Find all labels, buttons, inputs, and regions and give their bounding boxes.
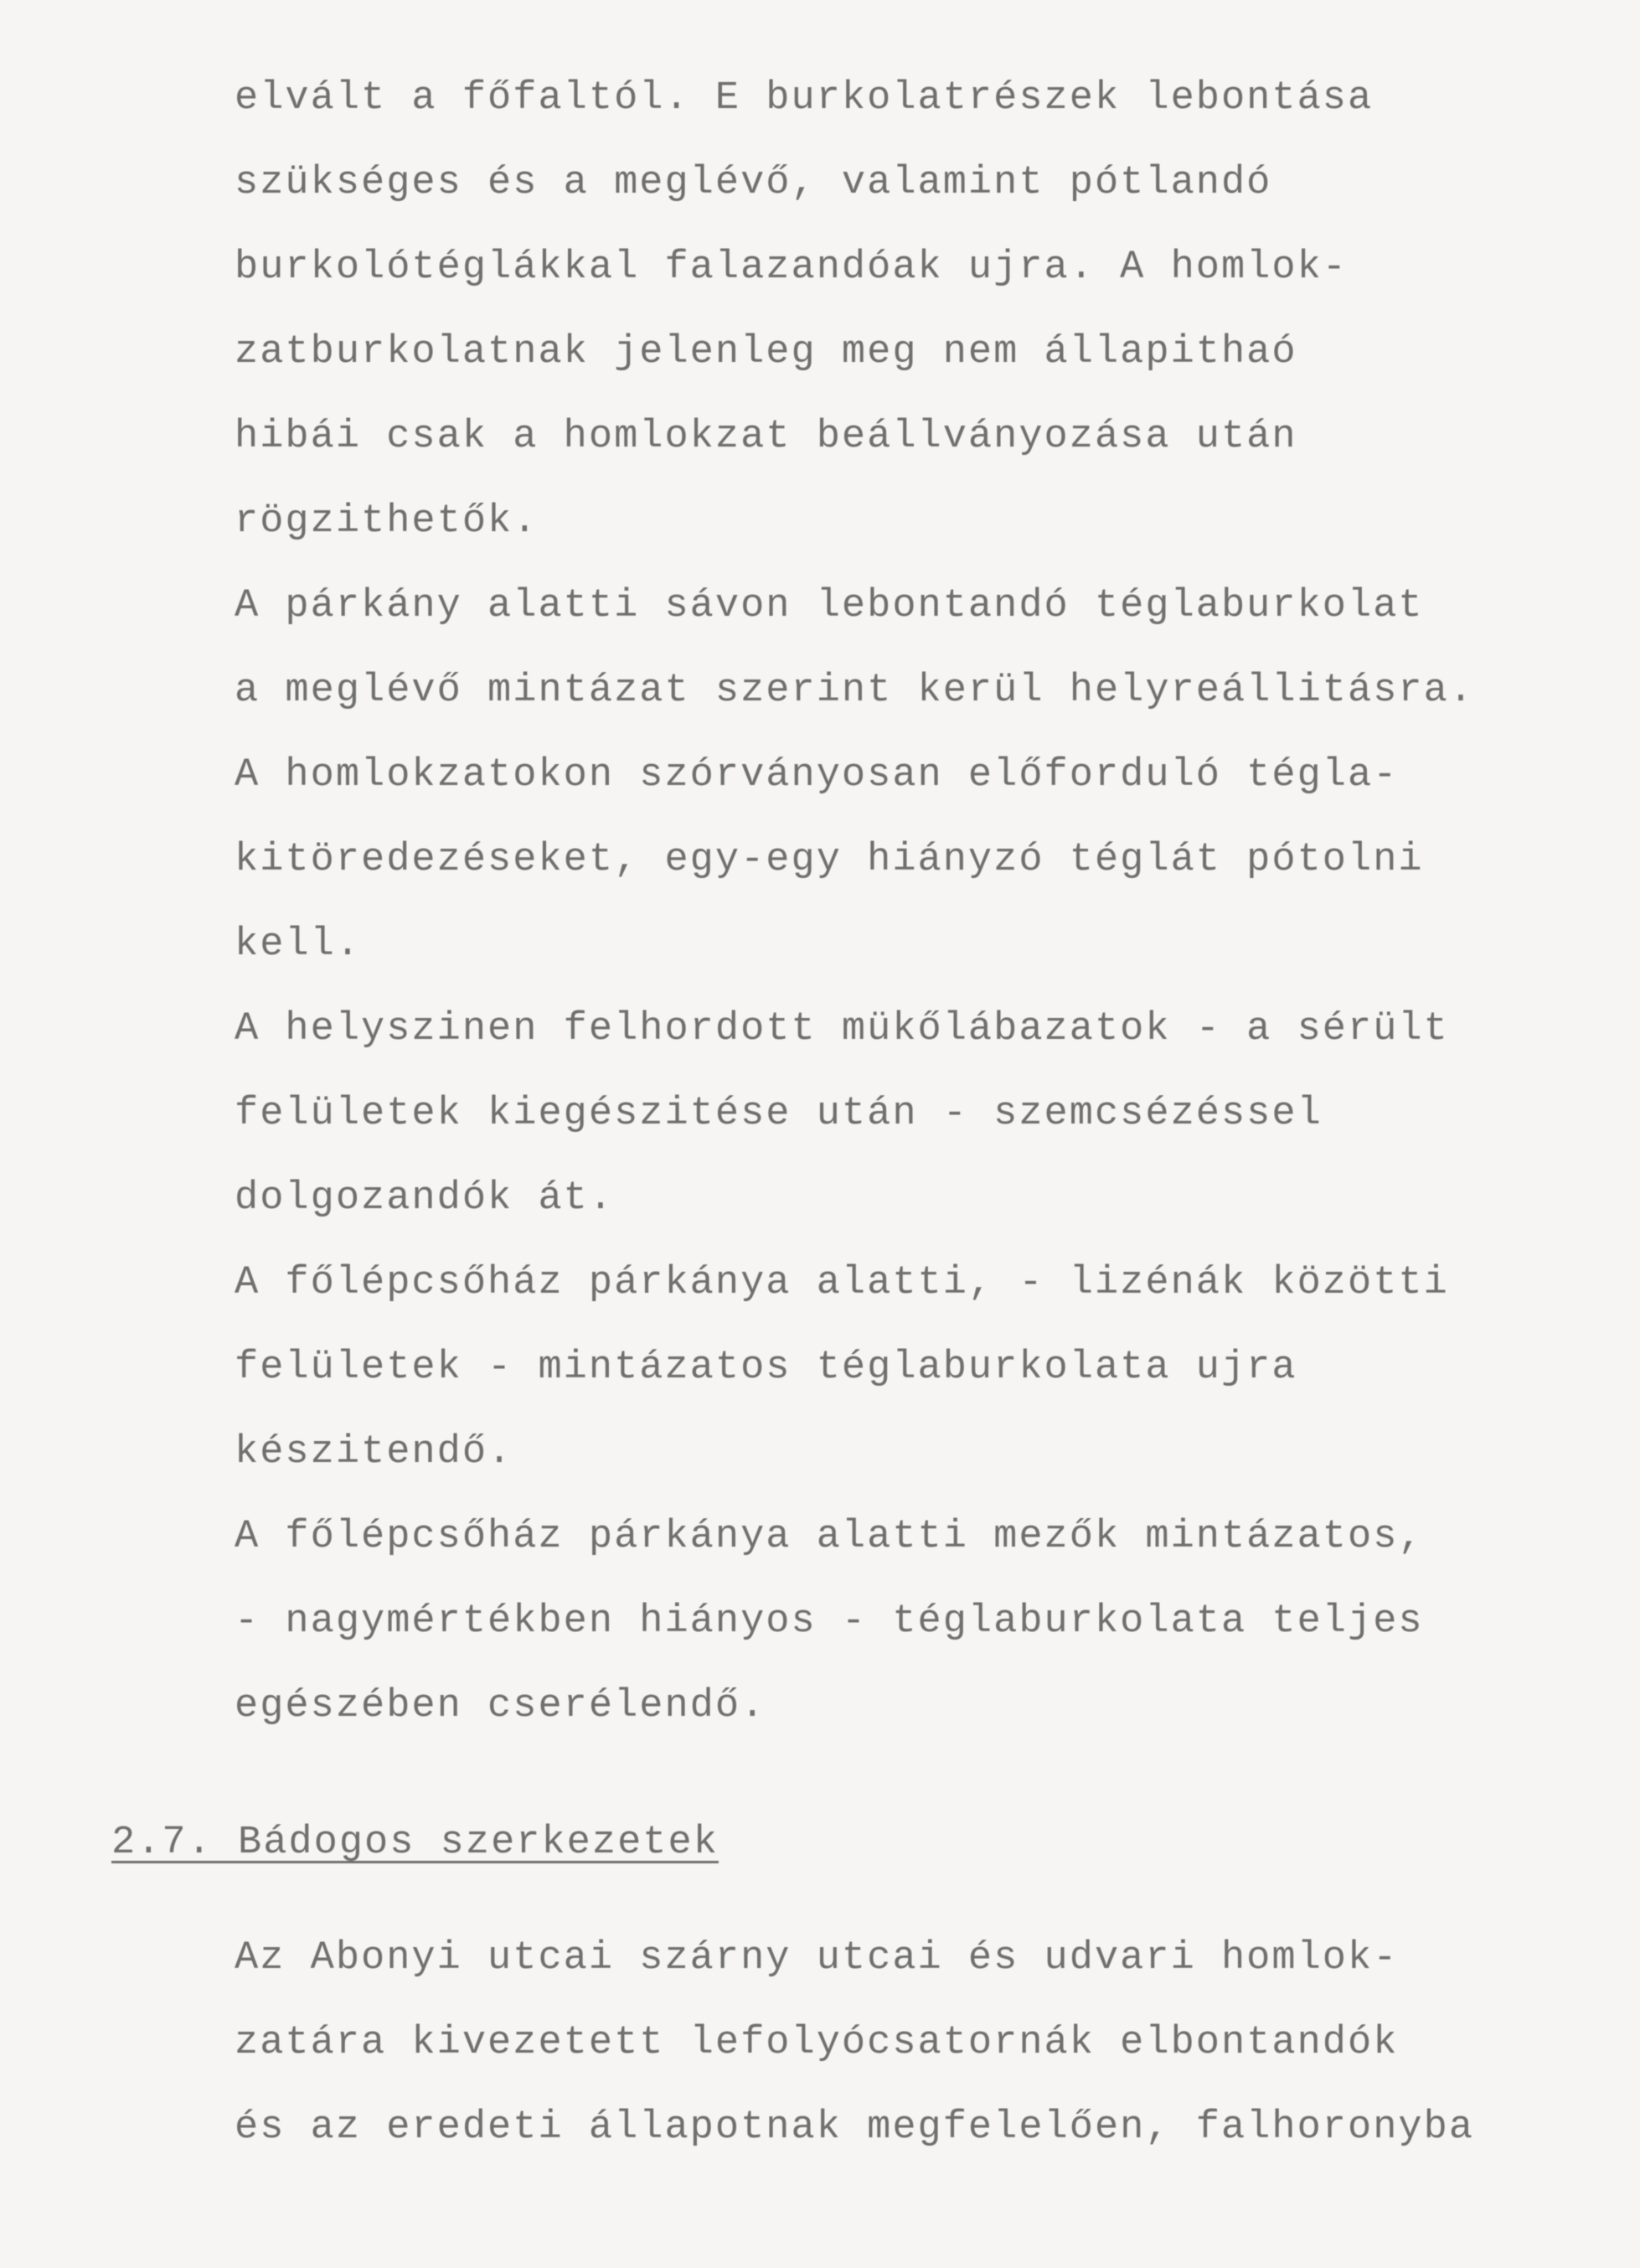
text-line: készitendő.	[235, 1430, 513, 1475]
text-line: A párkány alatti sávon lebontandó téglaburkolat	[235, 584, 1424, 628]
text-line: - nagymértékben hiányos - téglaburkolata teljes	[235, 1599, 1424, 1644]
text-line: elvált a főfaltól. E burkolatrészek lebontása	[235, 76, 1374, 121]
text-line: felületek - mintázatos téglaburkolata ujra	[235, 1346, 1297, 1390]
text-line: Az Abonyi utcai szárny utcai és udvari homlok-	[235, 1936, 1399, 1981]
text-line: kitöredezéseket, egy-egy hiányzó téglát pótolni	[235, 838, 1424, 882]
text-line: rögzithetők.	[235, 499, 539, 544]
text-line: zatburkolatnak jelenleg meg nem állapithaó	[235, 330, 1297, 375]
text-line: burkolótéglákkal falazandóak ujra. A homlok-	[235, 245, 1349, 290]
text-line: A főlépcsőház párkánya alatti, - lizénák közötti	[235, 1261, 1449, 1305]
text-line: A főlépcsőház párkánya alatti mezők mintázatos,	[235, 1515, 1424, 1559]
text-line: és az eredeti állapotnak megfelelően, falhoronyba	[235, 2105, 1475, 2150]
text-line: egészében cserélendő.	[235, 1684, 766, 1728]
text-line: dolgozandók át.	[235, 1176, 615, 1221]
section-heading: 2.7. Bádogos szerkezetek	[111, 1821, 719, 1865]
text-line: zatára kivezetett lefolyócsatornák elbontandók	[235, 2021, 1399, 2065]
text-line: a meglévő mintázat szerint kerül helyreállitásra.	[235, 669, 1475, 713]
text-line: szükséges és a meglévő, valamint pótlandó	[235, 161, 1272, 205]
text-line: hibái csak a homlokzat beállványozása után	[235, 415, 1297, 459]
text-line: A helyszinen felhordott mükőlábazatok - a sérült	[235, 1007, 1449, 1051]
text-line: kell.	[235, 922, 362, 967]
text-line: felületek kiegészitése után - szemcsézéssel	[235, 1092, 1323, 1136]
text-line: A homlokzatokon szórványosan előforduló tégla-	[235, 753, 1399, 798]
